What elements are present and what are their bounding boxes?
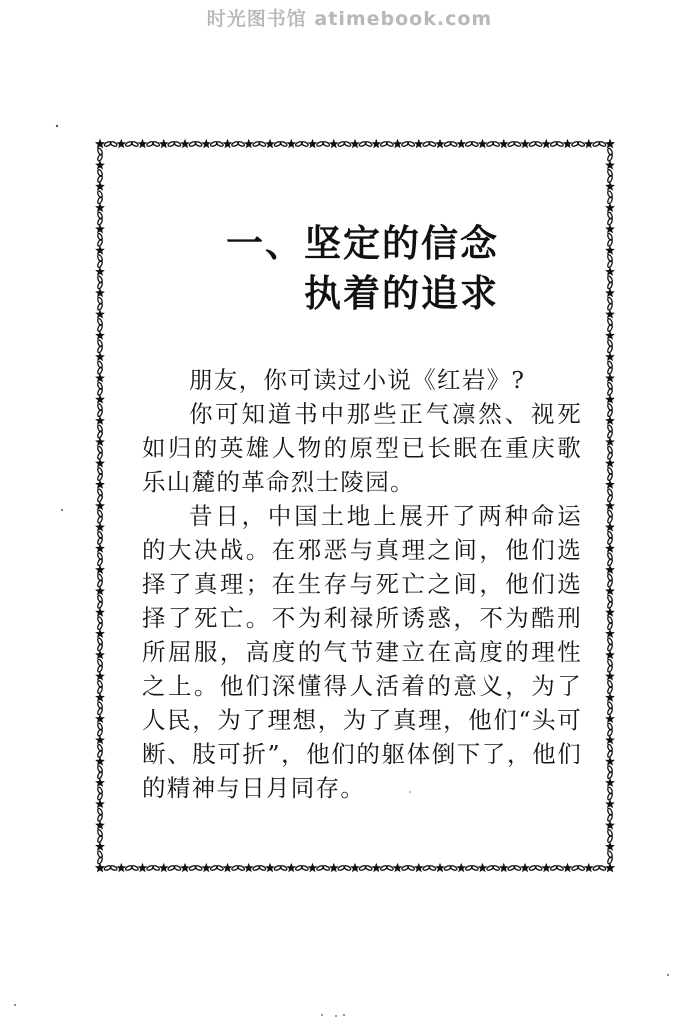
paragraph: 朋友，你可读过小说《红岩》? [189,366,526,394]
watermark: 时光图书馆 atimebook.com [206,8,493,30]
paragraph: 你可知道书中那些正气凛然、视死如归的英雄人物的原型已长眠在重庆歌乐山麓的革命烈士陵园。 [142,400,582,496]
chapter-title-line-2: 执着的追求 [304,272,499,315]
chapter-title-line-1: 一、坚定的信念 [226,222,499,265]
paragraph: 昔日，中国土地上展开了两种命运的大决战。在邪恶与真理之间，他们选择了真理；在生存与死亡之间，他们选择了死亡。不为利禄所诱惑，不为酷刑所屈服，高度的气节建立在高度的理性之上。他们深懂得人活着的意义，为了人民，为了理想，为了真理，他们“头可断、肢可折”，他们的躯体倒下了，他们的精神与日月同存。 [142,502,582,802]
